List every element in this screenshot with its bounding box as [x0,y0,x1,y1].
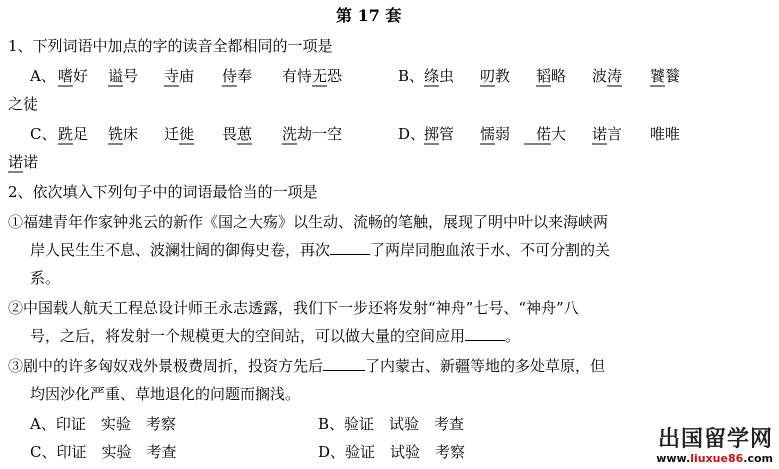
page-title: 第 17 套 [336,6,402,25]
q1-d-word-4: 诺言 [592,125,623,143]
q2-sentence-2-line-1: ②中国载人航天工程总设计师王永志透露，我们下一步还将发射“神舟”七号、“神舟”八 [8,299,579,317]
q1-c-word-2: 铣床 [108,125,139,143]
q1-a-word-2: 谥号 [108,67,139,85]
emphasis-underlines [0,0,779,180]
q2-option-a: A、印证 实验 考察 [30,415,176,433]
q1-option-c-label: C、 [30,125,57,143]
q1-option-a-label: A、 [30,67,56,85]
q1-b-word-3: 韬略 [536,67,567,85]
question-1-stem: 1、下列词语中加点的字的读音全都相同的一项是 [8,37,333,55]
q2-sentence-1-line-3: 系。 [30,269,61,287]
question-2-stem: 2、依次填入下列句子中的词语最恰当的一项是 [8,183,318,201]
q2-sentence-1-line-1: ①福建青年作家钟兆云的新作《国之大殇》以生动、流畅的笔触，展现了明中叶以来海峡两 [8,213,609,231]
q2-sentence-2-text-a: 号，之后，将发射一个规模更大的空间站，可以做大量的空间应用 [30,327,466,345]
q1-d-word-1: 掷管 [424,125,455,143]
watermark-url: www.liuxue86.com [656,452,773,465]
q1-d-word-5: 唯唯 [650,125,681,143]
q2-sentence-3-line-1 [8,356,605,376]
q2-sentence-1-line-2 [30,240,610,260]
q1-a-word-3: 寺庙 [164,67,195,85]
q1-d-word-3: 偌大 [536,125,567,143]
q1-b-word-2: 叨教 [480,67,511,85]
q2-option-c: C、印证 实验 考查 [30,443,177,461]
q2-sentence-2-text-b: 。 [505,327,521,345]
q1-a-word-1: 嗜好 [58,67,89,85]
q1-c-word-3: 迁徙 [164,125,195,143]
q1-d-tail: 诺诺 [8,153,39,171]
q1-a-word-5: 有恃无恐 [282,67,343,85]
q1-b-tail: 之徒 [8,95,39,113]
watermark-logo [656,428,773,465]
q1-d-word-2: 懦弱 [480,125,511,143]
q2-sentence-3-text-b: 了内蒙古、新疆等地的多处草原，但 [365,357,606,375]
q1-option-d-label: D、 [398,125,426,143]
q1-b-word-1: 绦虫 [424,67,455,85]
q2-sentence-2-line-2 [30,326,520,346]
q1-c-word-4: 畏葸 [222,125,253,143]
q1-a-word-4: 侍奉 [222,67,253,85]
q2-sentence-1-text-a: 岸人民生生不息、波澜壮阔的御侮史卷，再次 [30,241,331,259]
q1-c-word-5: 洗劫一空 [282,125,343,143]
q1-b-word-4: 波涛 [592,67,623,85]
fill-blank [465,326,505,341]
q2-sentence-1-text-b: 了两岸同胞血浓于水、不可分割的关 [370,241,611,259]
q1-b-word-5: 饕餮 [650,67,681,85]
q1-c-word-1: 跣足 [58,125,89,143]
q2-sentence-3-line-2: 均因沙化严重、草地退化的问题而搁浅。 [30,385,301,403]
q2-option-d: D、验证 试验 考察 [318,443,466,461]
q2-sentence-3-text-a: ③剧中的许多匈奴戏外景极费周折，投资方先后 [8,357,324,375]
fill-blank [323,356,365,371]
watermark-name: 出国留学网 [657,427,773,452]
fill-blank [330,240,370,255]
q2-option-b: B、验证 试验 考查 [318,415,465,433]
q1-option-b-label: B、 [398,67,425,85]
